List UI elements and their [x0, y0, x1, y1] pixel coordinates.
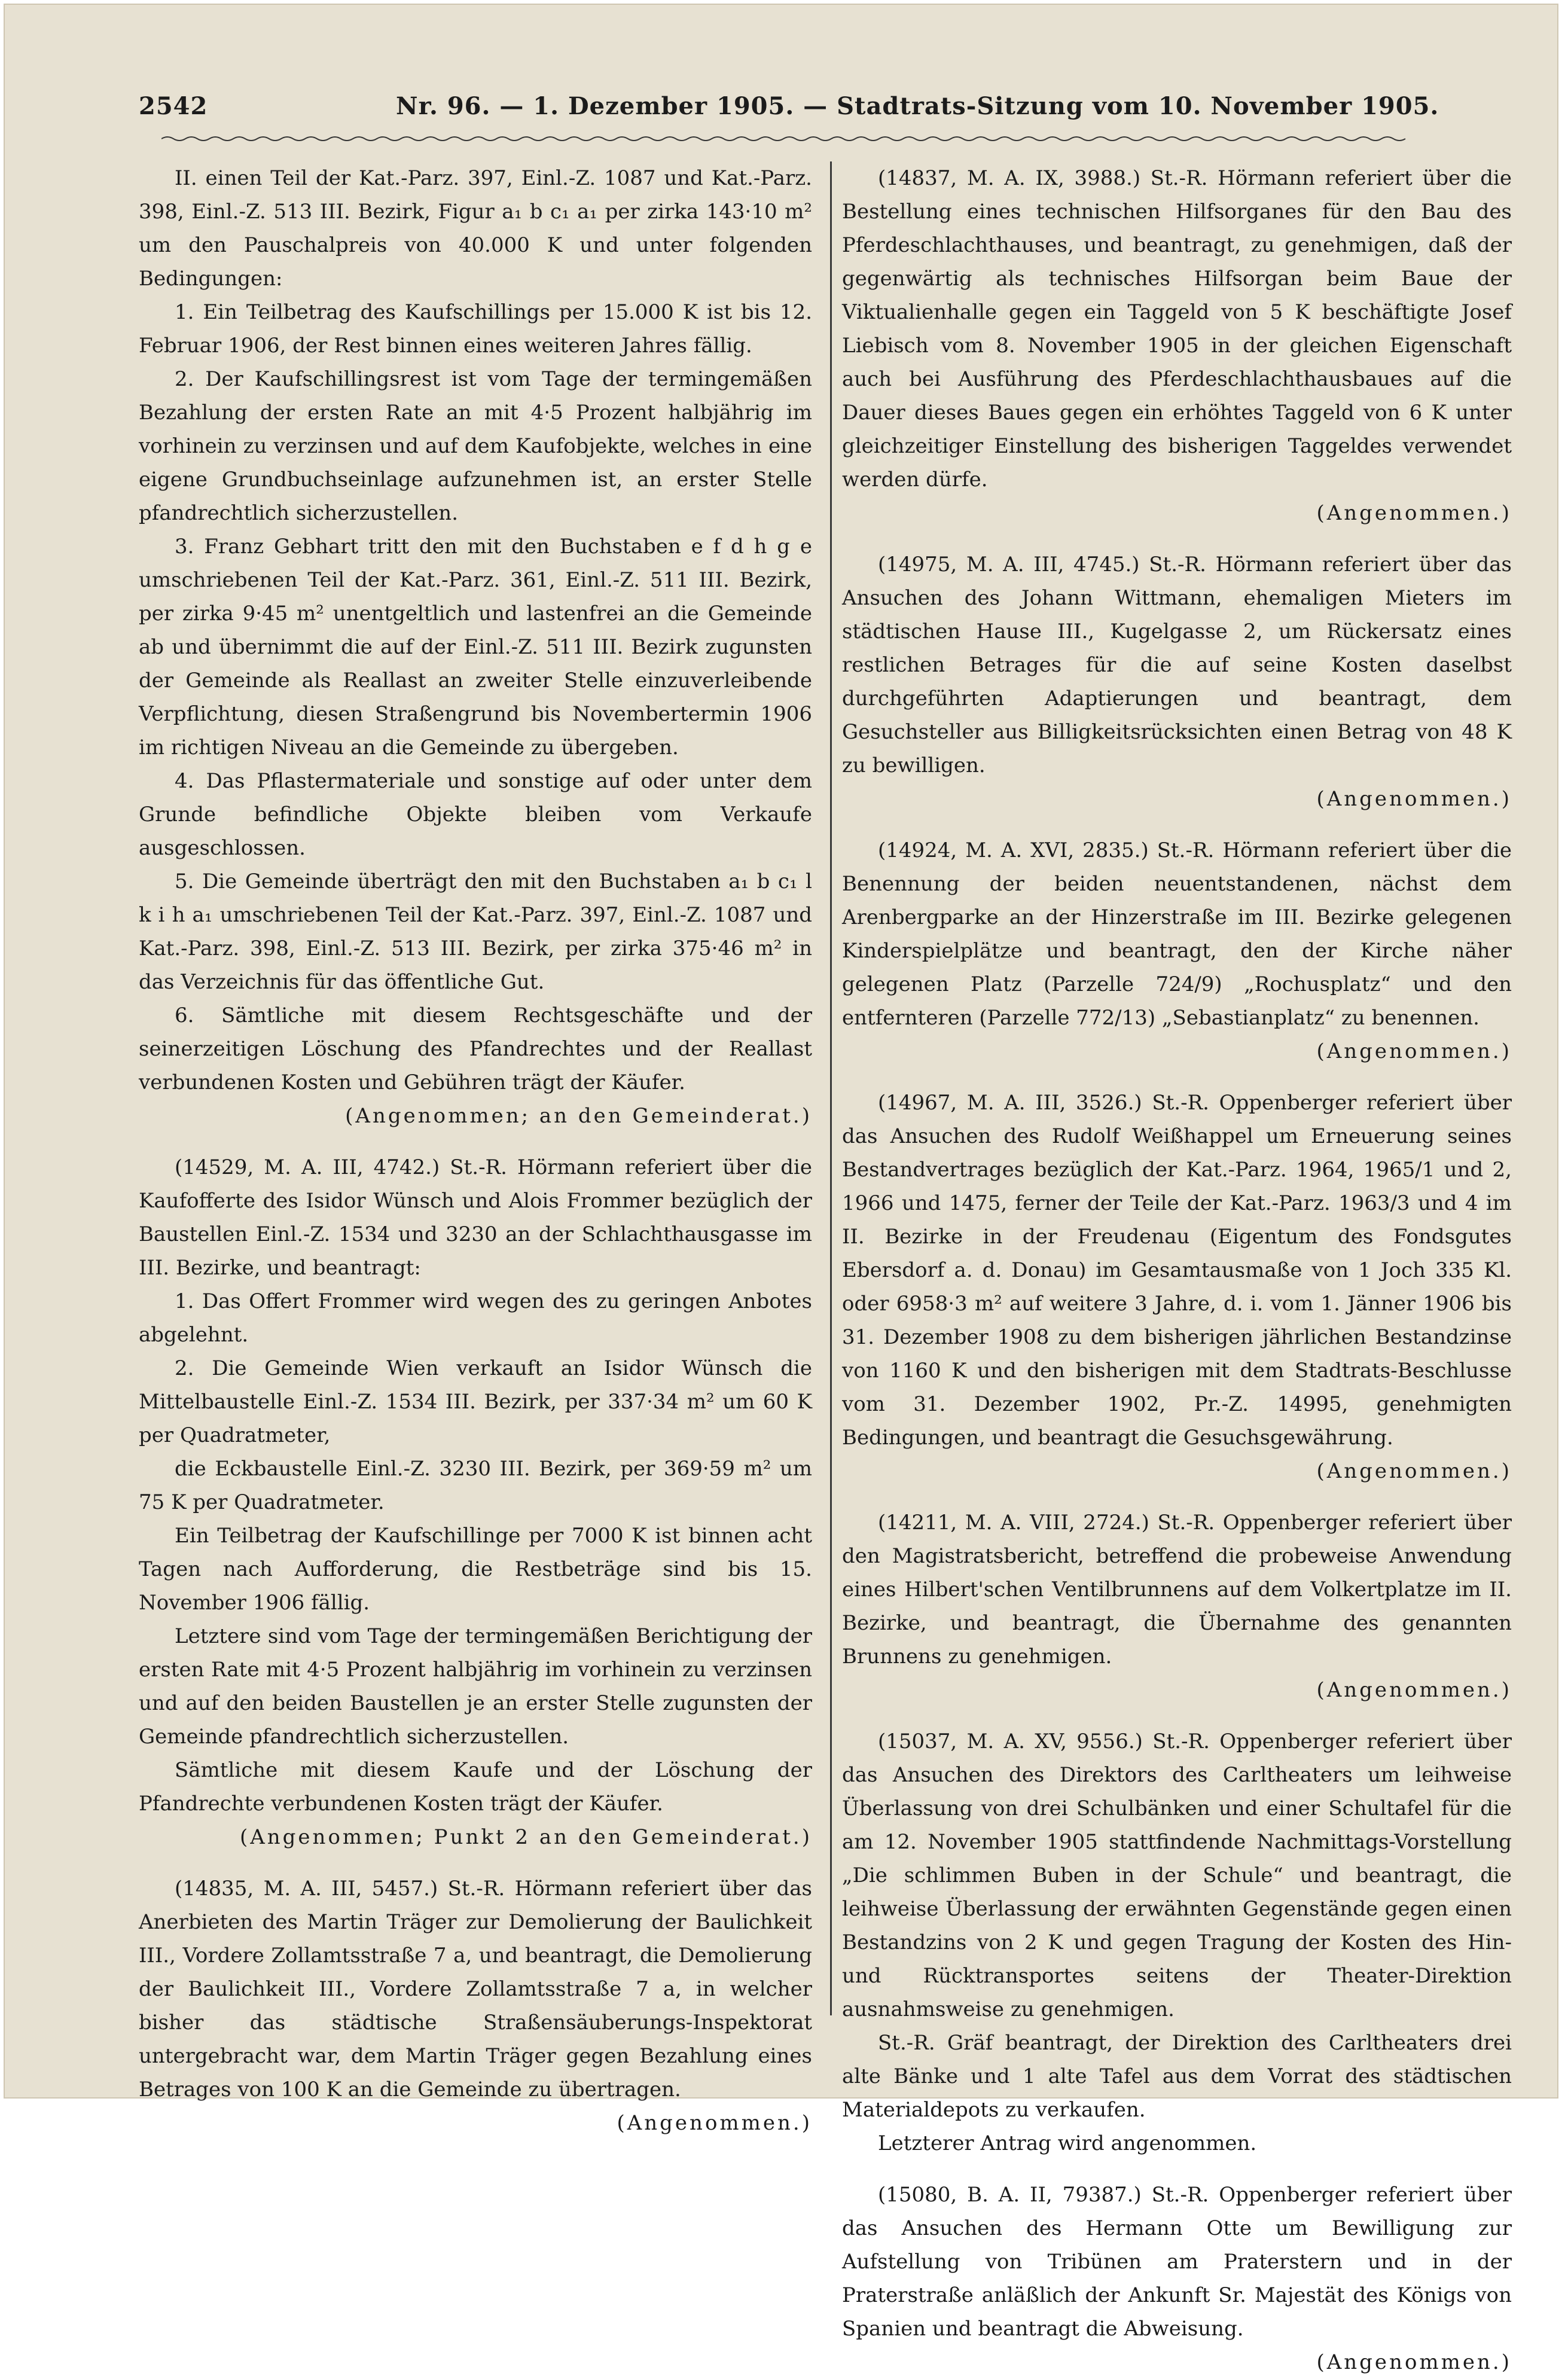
article-paragraph	[139, 1619, 812, 1753]
running-title: Nr. 96. — 1. Dezember 1905. — Stadtrats-Sitzung vom 10. November 1905.	[396, 92, 1439, 120]
article-paragraph	[842, 834, 1512, 1068]
article-paragraph	[842, 2026, 1512, 2127]
paragraph-text: Letzterer Antrag wird angenommen.	[878, 2131, 1257, 2155]
paragraph-text: (14211, M. A. VIII, 2724.) St.-R. Oppenberger referiert über den Magistratsbericht, betreffend die probeweise Anwendung eines Hilbert'schen Ventilbrunnens auf dem Volkertplatze im II. Bezirke, und beantragt, die Übernahme des genannten Brunnens zu genehmigen.	[842, 1511, 1512, 1669]
article-paragraph	[139, 1352, 812, 1452]
right-column	[842, 161, 1512, 2379]
article-paragraph	[139, 295, 812, 362]
paragraph-text: 5. Die Gemeinde überträgt den mit den Buchstaben a₁ b c₁ l k i h a₁ umschriebenen Teil der Kat.-Parz. 397, Einl.-Z. 1087 und Kat.-Parz. 398, Einl.-Z. 513 III. Bezirk, per zirka 375·46 m² in das Verzeichnis für das öffentliche Gut.	[139, 870, 812, 994]
paragraph-text: (15080, B. A. II, 79387.) St.-R. Oppenberger referiert über das Ansuchen des Hermann Otte um Bewilligung zur Aufstellung von Tribünen am Praterstern und in der Praterstraße anläßlich der Ankunft Sr. Majestät des Königs von Spanien und beantragt die Abweisung.	[842, 2183, 1512, 2341]
article-paragraph	[842, 2178, 1512, 2379]
resolution-note: (Angenommen; Punkt 2 an den Gemeinderat.)	[239, 1825, 812, 1849]
paragraph-text: 3. Franz Gebhart tritt den mit den Buchstaben e f d h g e umschriebenen Teil der Kat.-Parz. 361, Einl.-Z. 511 III. Bezirk, per zirka 9·45 m² unentgeltlich und lastenfrei an die Gemeinde ab und übernimmt die auf der Einl.-Z. 511 III. Bezirk zugunsten der Gemeinde als Reallast an zweiter Stelle einzuverleibende Verpflichtung, diesen Straßengrund bis Novembertermin 1906 im richtigen Niveau an die Gemeinde zu übergeben.	[139, 535, 812, 760]
article-paragraph	[139, 1151, 812, 1285]
resolution-note: (Angenommen.)	[1316, 1678, 1512, 1702]
paragraph-text: 4. Das Pflastermateriale und sonstige auf oder unter dem Grunde befindliche Objekte bleiben vom Verkaufe ausgeschlossen.	[139, 769, 812, 860]
article-paragraph	[139, 530, 812, 764]
page-header	[139, 92, 1465, 128]
paragraph-text: 2. Die Gemeinde Wien verkauft an Isidor Wünsch die Mittelbaustelle Einl.-Z. 1534 III. Bezirk, per 337·34 m² um 60 K per Quadratmeter,	[139, 1356, 812, 1447]
article-paragraph	[842, 548, 1512, 816]
article-paragraph	[139, 1753, 812, 1820]
paragraph-text: Sämtliche mit diesem Kaufe und der Löschung der Pfandrechte verbundenen Kosten trägt der Käufer.	[139, 1758, 812, 1816]
resolution-note: (Angenommen.)	[1316, 1459, 1512, 1483]
article-paragraph	[139, 865, 812, 999]
paragraph-text: (14975, M. A. III, 4745.) St.-R. Hörmann referiert über das Ansuchen des Johann Wittmann, ehemaligen Mieters im städtischen Hause III., Kugelgasse 2, um Rückersatz eines restlichen Betrages für die auf seine Kosten daselbst durchgeführten Adaptierungen und beantragt, dem Gesuchsteller aus Billigkeitsrücksichten einen Betrag von 48 K zu bewilligen.	[842, 553, 1512, 777]
paragraph-text: (14529, M. A. III, 4742.) St.-R. Hörmann referiert über die Kaufofferte des Isidor Wünsch und Alois Frommer bezüglich der Baustellen Einl.-Z. 1534 und 3230 an der Schlachthausgasse im III. Bezirke, und beantragt:	[139, 1155, 812, 1280]
paragraph-text: (15037, M. A. XV, 9556.) St.-R. Oppenberger referiert über das Ansuchen des Direktors des Carltheaters um leihweise Überlassung von drei Schulbänken und einer Schultafel für die am 12. November 1905 stattfindende Nachmittags-Vorstellung „Die schlimmen Buben in der Schule“ und beantragt, die leihweise Überlassung der erwähnten Gegenstände gegen einen Bestandzins von 2 K und gegen Tragung der Kosten des Hin- und Rücktransportes seitens der Theater-Direktion ausnahmsweise zu genehmigen.	[842, 1730, 1512, 2021]
paragraph-text: 1. Ein Teilbetrag des Kaufschillings per 15.000 K ist bis 12. Februar 1906, der Rest binnen eines weiteren Jahres fällig.	[139, 300, 812, 358]
resolution-note: (Angenommen.)	[1316, 501, 1512, 525]
resolution-note: (Angenommen.)	[617, 2111, 812, 2135]
article-paragraph	[842, 1725, 1512, 2026]
page-number: 2542	[139, 92, 208, 120]
paragraph-text: 1. Das Offert Frommer wird wegen des zu geringen Anbotes abgelehnt.	[139, 1289, 812, 1347]
resolution-note: (Angenommen.)	[1316, 2350, 1512, 2374]
paragraph-text: (14837, M. A. IX, 3988.) St.-R. Hörmann referiert über die Bestellung eines technischen Hilfsorganes für den Bau des Pferdeschlachthauses, und beantragt, zu genehmigen, daß der gegenwärtig als technisches Hilfsorgan beim Baue der Viktualienhalle gegen ein Taggeld von 5 K beschäftigte Josef Liebisch vom 8. November 1905 in der gleichen Eigenschaft auch bei Ausführung des Pferdeschlachthausbaues auf die Dauer dieses Baues gegen ein erhöhtes Taggeld von 6 K unter gleichzeitiger Einstellung des bisherigen Taggeldes verwendet werden dürfe.	[842, 166, 1512, 492]
article-paragraph	[139, 161, 812, 295]
article-paragraph	[842, 2127, 1512, 2160]
article-paragraph	[139, 1872, 812, 2140]
wavy-rule	[161, 135, 1411, 142]
article-paragraph	[842, 161, 1512, 530]
paragraph-text: II. einen Teil der Kat.-Parz. 397, Einl.-Z. 1087 und Kat.-Parz. 398, Einl.-Z. 513 III. Bezirk, Figur a₁ b c₁ a₁ per zirka 143·10 m² um den Pauschalpreis von 40.000 K und unter folgenden Bedingungen:	[139, 166, 812, 291]
article-paragraph	[139, 999, 812, 1099]
article-paragraph	[139, 1285, 812, 1352]
column-divider	[830, 161, 832, 2015]
article-paragraph	[139, 1519, 812, 1619]
article-paragraph	[842, 1086, 1512, 1488]
paragraph-text: Letztere sind vom Tage der termingemäßen Berichtigung der ersten Rate mit 4·5 Prozent halbjährig im vorhinein zu verzinsen und auf den beiden Baustellen je an erster Stelle zugunsten der Gemeinde pfandrechtlich sicherzustellen.	[139, 1624, 812, 1749]
newspaper-page	[4, 4, 1558, 2374]
paragraph-text: Ein Teilbetrag der Kaufschillinge per 7000 K ist binnen acht Tagen nach Aufforderung, die Restbeträge sind bis 15. November 1906 fällig.	[139, 1524, 812, 1615]
resolution-note: (Angenommen.)	[1316, 787, 1512, 811]
article-paragraph	[139, 1452, 812, 1519]
paragraph-text: (14835, M. A. III, 5457.) St.-R. Hörmann referiert über das Anerbieten des Martin Träger zur Demolierung der Baulichkeit III., Vordere Zollamtsstraße 7 a, und beantragt, die Demolierung der Baulichkeit III., Vordere Zollamtsstraße 7 a, in welcher bisher das städtische Straßensäuberungs-Inspektorat untergebracht war, dem Martin Träger gegen Bezahlung eines Betrages von 100 K an die Gemeinde zu übertragen.	[139, 1877, 812, 2102]
article-paragraph	[842, 1506, 1512, 1707]
paragraph-text: (14924, M. A. XVI, 2835.) St.-R. Hörmann referiert über die Benennung der beiden neuentstandenen, nächst dem Arenbergparke an der Hinzerstraße im III. Bezirke gelegenen Kinderspielplätze und beantragt, den der Kirche näher gelegenen Platz (Parzelle 724/9) „Rochusplatz“ und den entfernteren (Parzelle 772/13) „Sebastianplatz“ zu benennen.	[842, 838, 1512, 1030]
paragraph-text: St.-R. Gräf beantragt, der Direktion des Carltheaters drei alte Bänke und 1 alte Tafel aus dem Vorrat des städtischen Materialdepots zu verkaufen.	[842, 2031, 1512, 2122]
paragraph-text: (14967, M. A. III, 3526.) St.-R. Oppenberger referiert über das Ansuchen des Rudolf Weißhappel um Erneuerung seines Bestandvertrages bezüglich der Kat.-Parz. 1964, 1965/1 und 2, 1966 und 1475, ferner der Teile der Kat.-Parz. 1963/3 und 4 im II. Bezirke in der Freudenau (Eigentum des Fondsgutes Ebersdorf a. d. Donau) im Gesamtausmaße von 1 Joch 335 Kl. oder 6958·3 m² auf weitere 3 Jahre, d. i. vom 1. Jänner 1906 bis 31. Dezember 1908 zu dem bisherigen jährlichen Bestandzinse von 1160 K und den bisherigen mit dem Stadtrats-Beschlusse vom 31. Dezember 1902, Pr.-Z. 14995, genehmigten Bedingungen, und beantragt die Gesuchsgewährung.	[842, 1091, 1512, 1450]
left-column	[139, 161, 812, 2140]
paragraph-text: 6. Sämtliche mit diesem Rechtsgeschäfte und der seinerzeitigen Löschung des Pfandrechtes und der Reallast verbundenen Kosten und Gebühren trägt der Käufer.	[139, 1004, 812, 1094]
paragraph-text: 2. Der Kaufschillingsrest ist vom Tage der termingemäßen Bezahlung der ersten Rate an mit 4·5 Prozent halbjährig im vorhinein zu verzinsen und auf dem Kaufobjekte, welches in eine eigene Grundbuchseinlage aufzunehmen ist, an erster Stelle pfandrechtlich sicherzustellen.	[139, 367, 812, 525]
article-paragraph	[139, 764, 812, 865]
resolution-note: (Angenommen.)	[1316, 1039, 1512, 1063]
article-paragraph	[139, 362, 812, 530]
paragraph-text: die Eckbaustelle Einl.-Z. 3230 III. Bezirk, per 369·59 m² um 75 K per Quadratmeter.	[139, 1457, 812, 1514]
resolution-note: (Angenommen; an den Gemeinderat.)	[345, 1104, 812, 1128]
